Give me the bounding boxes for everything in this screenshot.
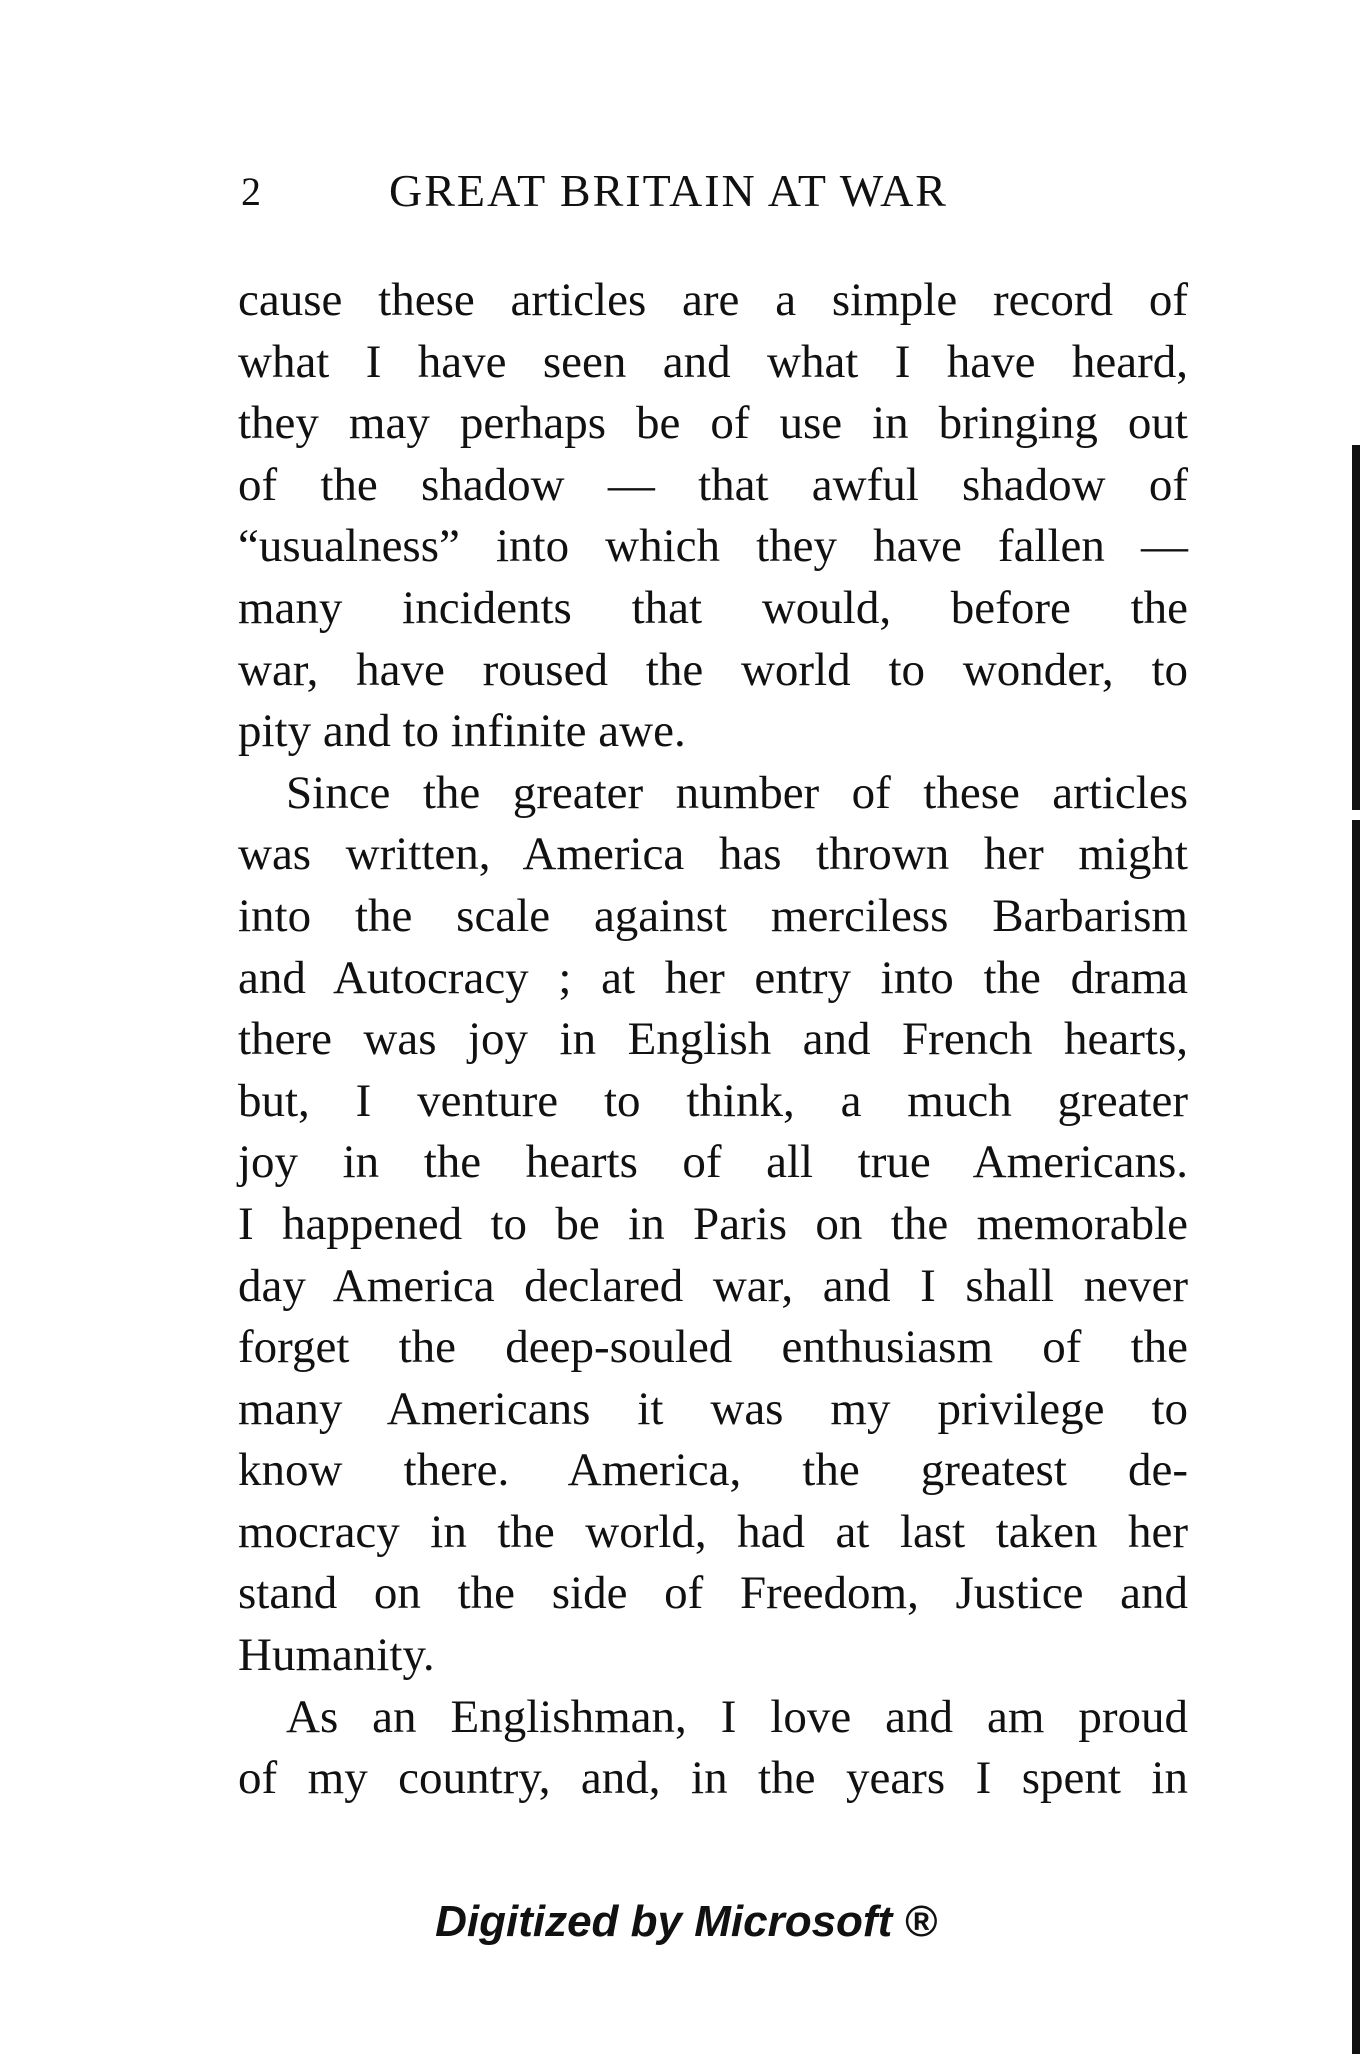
text-line: of the shadow — that awful shadow of — [238, 458, 1188, 511]
text-line: “usualness” into which they have fallen — — [238, 520, 1188, 573]
text-line: As an Englishman, I love and am proud — [286, 1690, 1188, 1743]
text-line: war, have roused the world to wonder, to — [238, 643, 1188, 696]
running-head: GREAT BRITAIN AT WAR — [389, 165, 948, 216]
text-line: pity and to infinite awe. — [238, 705, 686, 758]
body-text — [238, 270, 1188, 1810]
text-line: know there. America, the greatest de- — [238, 1444, 1188, 1497]
text-line: Humanity. — [238, 1629, 435, 1682]
text-line: forget the deep-souled enthusiasm of the — [238, 1321, 1188, 1374]
text-line: joy in the hearts of all true Americans. — [238, 1136, 1188, 1189]
text-line: many Americans it was my privilege to — [238, 1382, 1188, 1435]
text-line: mocracy in the world, had at last taken her — [238, 1505, 1188, 1558]
digitization-watermark: Digitized by Microsoft ® — [435, 1897, 937, 1946]
text-line: many incidents that would, before the — [238, 581, 1188, 634]
paragraph-3 — [238, 1687, 1188, 1810]
text-line: I happened to be in Paris on the memorable — [238, 1197, 1188, 1250]
page-number: 2 — [241, 169, 261, 214]
paragraph-2 — [238, 763, 1188, 1687]
page-edge-shadow — [1352, 445, 1360, 810]
text-line: into the scale against merciless Barbarism — [238, 889, 1188, 942]
text-line: they may perhaps be of use in bringing out — [238, 397, 1188, 450]
text-line: Since the greater number of these articles — [286, 766, 1188, 819]
text-line: there was joy in English and French hearts, — [238, 1013, 1188, 1066]
text-line: was written, America has thrown her might — [238, 828, 1188, 881]
text-line: but, I venture to think, a much greater — [238, 1074, 1188, 1127]
text-line: cause these articles are a simple record of — [238, 274, 1188, 326]
text-line: and Autocracy ; at her entry into the drama — [238, 951, 1188, 1004]
page-edge-shadow — [1352, 820, 1360, 2054]
text-line: day America declared war, and I shall never — [238, 1259, 1188, 1312]
text-line: of my country, and, in the years I spent in — [238, 1752, 1188, 1805]
text-line: stand on the side of Freedom, Justice and — [238, 1567, 1188, 1620]
text-line: what I have seen and what I have heard, — [238, 335, 1188, 388]
paragraph-1 — [238, 270, 1188, 763]
